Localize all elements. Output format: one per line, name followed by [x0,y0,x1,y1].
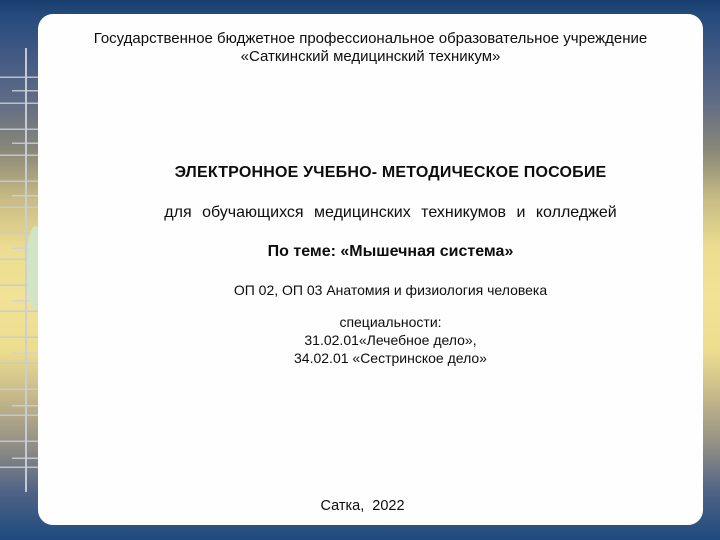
content-panel [38,14,703,525]
specialty-item-2: 34.02.01 «Сестринское дело» [294,350,487,366]
topic-line: По теме: «Мышечная система» [267,243,514,260]
specialty-item-1: 31.02.01«Лечебное дело», [304,332,477,348]
audience-line: для обучающихся медицинских техникумов и колледжей [164,204,617,221]
slide-title: ЭЛЕКТРОННОЕ УЧЕБНО- МЕТОДИЧЕСКОЕ ПОСОБИЕ [174,164,607,181]
footer-place-year: Сатка, 2022 [320,498,405,514]
course-line: ОП 02, ОП 03 Анатомия и физиология человека [233,282,548,298]
institution-header [38,30,703,65]
specialties-label: специальности: [339,314,442,330]
institution-name-line2: «Саткинский медицинский техникум» [240,47,501,65]
institution-name-line1: Государственное бюджетное профессиональное образовательное учреждение [93,30,648,47]
